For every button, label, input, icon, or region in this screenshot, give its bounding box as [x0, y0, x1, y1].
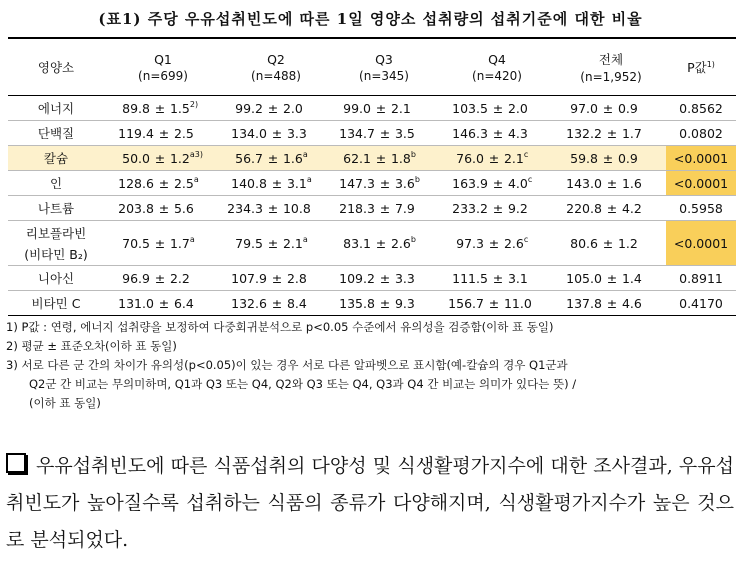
mean-value: 119.4 — [118, 125, 154, 141]
column-header-label: 전체 — [598, 52, 624, 67]
table-row — [8, 266, 736, 291]
summary-text: 우유섭취빈도에 따른 식품섭취의 다양성 및 식생활평가지수에 대한 조사결과, 우유섭취빈도가 높아질수록 섭취하는 식품의 종류가 다양해지며, 식생활평가지수가 높은 것으로 분석되었다. — [6, 455, 734, 551]
value-cell — [556, 266, 666, 291]
plus-minus-sign: ± — [488, 235, 500, 251]
nutrient-name-cell — [8, 266, 104, 291]
mean-value: 97.3 — [456, 235, 484, 251]
mean-value: 109.2 — [339, 270, 375, 286]
mean-value: 135.8 — [339, 295, 375, 311]
plus-minus-sign: ± — [379, 200, 391, 216]
value-cell — [438, 121, 556, 146]
standard-error-value: 3.1 — [286, 175, 307, 191]
mean-value: 220.8 — [566, 200, 602, 216]
mean-value: 111.5 — [452, 270, 488, 286]
value-cell — [222, 266, 330, 291]
standard-error-value: 9.2 — [507, 200, 528, 216]
standard-error-value: 0.9 — [617, 150, 638, 166]
plus-minus-sign: ± — [488, 295, 500, 311]
plus-minus-sign: ± — [271, 125, 283, 141]
plus-minus-sign: ± — [267, 150, 279, 166]
standard-error-value: 1.2 — [169, 150, 190, 166]
standard-error-value: 7.9 — [394, 200, 415, 216]
value-cell — [556, 146, 666, 171]
column-header-label: P값 — [687, 60, 707, 75]
mean-value: 128.6 — [118, 175, 154, 191]
standard-error-value: 1.7 — [169, 235, 190, 251]
nutrient-name: 칼슘 — [43, 151, 69, 166]
value-cell — [104, 196, 222, 221]
value-cell — [556, 196, 666, 221]
mean-value: 218.3 — [339, 200, 375, 216]
mean-value: 56.7 — [235, 150, 263, 166]
value-cell: 83.1 ± 2.6$^b$ — [330, 221, 438, 266]
standard-error-value: 2.1 — [390, 100, 411, 116]
nutrient-name-cell — [8, 121, 104, 146]
standard-error-value: 3.1 — [507, 270, 528, 286]
column-header-4 — [438, 38, 556, 96]
value-cell: 163.9 ± 4.0$^c$ — [438, 171, 556, 196]
standard-error-value: 10.8 — [282, 200, 311, 216]
value-cell: 97.3 ± 2.6$^c$ — [438, 221, 556, 266]
summary-paragraph — [6, 448, 734, 559]
value-cell: 79.5 ± 2.1$^a$ — [222, 221, 330, 266]
value-cell — [104, 266, 222, 291]
value-cell — [556, 291, 666, 316]
column-header-sample-size: (n=488) — [251, 68, 301, 83]
column-header-sample-size: (n=1,952) — [580, 70, 642, 84]
plus-minus-sign: ± — [606, 270, 618, 286]
plus-minus-sign: ± — [154, 235, 166, 251]
plus-minus-sign: ± — [375, 235, 387, 251]
plus-minus-sign: ± — [154, 100, 166, 116]
p-value-cell: <0.0001 — [666, 221, 736, 266]
value-cell — [556, 96, 666, 121]
column-header-label: Q4 — [488, 51, 506, 67]
value-cell — [330, 291, 438, 316]
standard-error-value: 3.5 — [394, 125, 415, 141]
mean-value: 134.7 — [339, 125, 375, 141]
mean-value: 134.0 — [231, 125, 267, 141]
value-cell: 140.8 ± 3.1$^a$ — [222, 171, 330, 196]
column-header-2 — [222, 38, 330, 96]
footnote-3-end: (이하 표 동일) — [29, 396, 101, 410]
nutrient-name-alias: (비타민 B₂) — [24, 246, 88, 262]
mean-value: 132.2 — [566, 125, 602, 141]
table-row — [8, 221, 736, 266]
standard-error-value: 0.9 — [617, 100, 638, 116]
value-cell — [438, 96, 556, 121]
plus-minus-sign: ± — [158, 125, 170, 141]
plus-minus-sign: ± — [267, 235, 279, 251]
p-value-cell: 0.8911 — [666, 266, 736, 291]
value-cell: 70.5 ± 1.7$^a$ — [104, 221, 222, 266]
standard-error-value: 1.4 — [621, 270, 642, 286]
column-header-sample-size: (n=345) — [359, 68, 409, 83]
plus-minus-sign: ± — [267, 200, 279, 216]
plus-minus-sign: ± — [379, 295, 391, 311]
nutrient-table — [8, 37, 736, 316]
standard-error-value: 2.1 — [282, 235, 303, 251]
mean-value: 234.3 — [227, 200, 263, 216]
nutrient-name: 니아신 — [37, 271, 75, 286]
standard-error-value: 1.6 — [621, 175, 642, 191]
nutrient-name: 나트륨 — [37, 201, 75, 216]
plus-minus-sign: ± — [488, 150, 500, 166]
nutrient-name: 인 — [49, 176, 63, 191]
standard-error-value: 2.6 — [503, 235, 524, 251]
standard-error-value: 6.4 — [173, 295, 194, 311]
standard-error-value: 4.3 — [507, 125, 528, 141]
table-row — [8, 171, 736, 196]
standard-error-value: 9.3 — [394, 295, 415, 311]
mean-value: 50.0 — [122, 150, 150, 166]
p-value-cell: 0.0802 — [666, 121, 736, 146]
column-header-label: Q3 — [375, 51, 393, 67]
standard-error-value: 1.2 — [617, 235, 638, 251]
plus-minus-sign: ± — [271, 295, 283, 311]
standard-error-value: 1.7 — [621, 125, 642, 141]
standard-error-value: 2.5 — [173, 175, 194, 191]
mean-value: 156.7 — [448, 295, 484, 311]
column-header-sample-size: (n=699) — [138, 68, 188, 83]
value-cell — [104, 121, 222, 146]
mean-value: 99.2 — [235, 100, 263, 116]
footnote-2: 2) 평균 ± 표준오차(이하 표 동일) — [6, 339, 177, 353]
value-cell: 147.3 ± 3.6$^b$ — [330, 171, 438, 196]
nutrient-name-cell — [8, 291, 104, 316]
table-title: (표1) 주당 우유섭취빈도에 따른 1일 영양소 섭취량의 섭취기준에 대한 비율 — [98, 10, 643, 28]
table-row — [8, 291, 736, 316]
mean-value: 137.8 — [566, 295, 602, 311]
table-header-row — [8, 38, 736, 96]
value-cell: $50.0 \pm 1.2^{a3)}$ — [104, 146, 222, 171]
standard-error-value: 4.0 — [507, 175, 528, 191]
standard-error-value: 5.6 — [173, 200, 194, 216]
mean-value: 203.8 — [118, 200, 154, 216]
mean-value: 131.0 — [118, 295, 154, 311]
plus-minus-sign: ± — [158, 200, 170, 216]
mean-value: 143.0 — [566, 175, 602, 191]
value-cell — [104, 291, 222, 316]
nutrient-name-cell — [8, 196, 104, 221]
value-cell: 128.6 ± 2.5$^a$ — [104, 171, 222, 196]
footnote-3-cont: Q2군 간 비교는 무의미하며, Q1과 Q3 또는 Q4, Q2와 Q3 또는 Q4, Q3과 Q4 간 비교는 의미가 있다는 뜻) / — [29, 377, 577, 391]
value-cell: $89.8 \pm 1.5^{2)}$ — [104, 96, 222, 121]
standard-error-value: 2.6 — [390, 235, 411, 251]
value-cell — [222, 196, 330, 221]
value-cell — [222, 291, 330, 316]
nutrient-name: 리보플라빈 — [25, 225, 87, 241]
column-header-label: 영양소 — [37, 60, 75, 75]
mean-value: 132.6 — [231, 295, 267, 311]
standard-error-value: 3.6 — [394, 175, 415, 191]
value-cell — [330, 196, 438, 221]
plus-minus-sign: ± — [606, 125, 618, 141]
p-value-cell: 0.4170 — [666, 291, 736, 316]
column-header-label: Q1 — [154, 51, 172, 67]
plus-minus-sign: ± — [375, 100, 387, 116]
plus-minus-sign: ± — [379, 175, 391, 191]
column-header-sample-size: (n=420) — [472, 68, 522, 83]
plus-minus-sign: ± — [492, 125, 504, 141]
standard-error-value: 1.6 — [282, 150, 303, 166]
plus-minus-sign: ± — [602, 100, 614, 116]
nutrient-name-cell — [8, 146, 104, 171]
mean-value: 62.1 — [343, 150, 371, 166]
nutrient-name: 단백질 — [37, 126, 75, 141]
mean-value: 76.0 — [456, 150, 484, 166]
column-header-3 — [330, 38, 438, 96]
plus-minus-sign: ± — [602, 150, 614, 166]
standard-error-value: 4.6 — [621, 295, 642, 311]
standard-error-value: 11.0 — [503, 295, 532, 311]
footnote-1: 1) P값 : 연령, 에너지 섭취량을 보정하여 다중회귀분석으로 p<0.05 수준에서 유의성을 검증함(이하 표 동일) — [6, 320, 554, 334]
mean-value: 103.5 — [452, 100, 488, 116]
value-cell — [330, 96, 438, 121]
column-header-1 — [104, 38, 222, 96]
plus-minus-sign: ± — [375, 150, 387, 166]
standard-error-value: 1.5 — [169, 100, 190, 116]
table-row — [8, 121, 736, 146]
plus-minus-sign: ± — [492, 200, 504, 216]
checkbox-bullet-icon — [6, 453, 26, 473]
value-cell — [222, 96, 330, 121]
table-row — [8, 196, 736, 221]
nutrient-name: 에너지 — [37, 101, 75, 116]
value-cell — [222, 121, 330, 146]
nutrient-name: 비타민 C — [31, 296, 81, 311]
mean-value: 147.3 — [339, 175, 375, 191]
p-value-cell: 0.5958 — [666, 196, 736, 221]
mean-value: 146.3 — [452, 125, 488, 141]
mean-value: 89.8 — [122, 100, 150, 116]
nutrient-name-cell — [8, 96, 104, 121]
plus-minus-sign: ± — [606, 200, 618, 216]
p-value-cell: <0.0001 — [666, 171, 736, 196]
plus-minus-sign: ± — [606, 175, 618, 191]
standard-error-value: 4.2 — [621, 200, 642, 216]
standard-error-value: 2.2 — [169, 270, 190, 286]
mean-value: 80.6 — [570, 235, 598, 251]
mean-value: 163.9 — [452, 175, 488, 191]
mean-value: 97.0 — [570, 100, 598, 116]
plus-minus-sign: ± — [602, 235, 614, 251]
plus-minus-sign: ± — [492, 270, 504, 286]
plus-minus-sign: ± — [492, 175, 504, 191]
mean-value: 59.8 — [570, 150, 598, 166]
column-header-5 — [556, 38, 666, 96]
plus-minus-sign: ± — [158, 295, 170, 311]
plus-minus-sign: ± — [606, 295, 618, 311]
column-header-6 — [666, 38, 736, 96]
value-cell — [330, 121, 438, 146]
footnote-3: 3) 서로 다른 군 간의 차이가 유의성(p<0.05)이 있는 경우 서로 다른 알파벳으로 표시함(예-칼슘의 경우 Q1군과 — [6, 358, 568, 372]
standard-error-value: 3.3 — [394, 270, 415, 286]
mean-value: 96.9 — [122, 270, 150, 286]
table-body — [8, 96, 736, 316]
nutrient-name-cell — [8, 221, 104, 266]
value-cell — [330, 266, 438, 291]
column-header-0 — [8, 38, 104, 96]
value-cell: 62.1 ± 1.8$^b$ — [330, 146, 438, 171]
value-cell — [438, 196, 556, 221]
plus-minus-sign: ± — [158, 175, 170, 191]
standard-error-value: 2.8 — [286, 270, 307, 286]
plus-minus-sign: ± — [379, 270, 391, 286]
standard-error-value: 2.1 — [503, 150, 524, 166]
footnotes — [6, 318, 736, 413]
column-header-footnote-mark: 1) — [706, 59, 715, 69]
plus-minus-sign: ± — [154, 150, 166, 166]
table-row — [8, 96, 736, 121]
value-cell — [438, 266, 556, 291]
standard-error-value: 2.5 — [173, 125, 194, 141]
value-cell: 56.7 ± 1.6$^a$ — [222, 146, 330, 171]
value-cell: 76.0 ± 2.1$^c$ — [438, 146, 556, 171]
mean-value: 99.0 — [343, 100, 371, 116]
mean-value: 79.5 — [235, 235, 263, 251]
plus-minus-sign: ± — [154, 270, 166, 286]
standard-error-value: 1.8 — [390, 150, 411, 166]
p-value-cell: 0.8562 — [666, 96, 736, 121]
mean-value: 107.9 — [231, 270, 267, 286]
value-cell — [556, 221, 666, 266]
value-cell — [556, 121, 666, 146]
value-cell — [438, 291, 556, 316]
mean-value: 140.8 — [231, 175, 267, 191]
mean-value: 70.5 — [122, 235, 150, 251]
mean-value: 83.1 — [343, 235, 371, 251]
mean-value: 233.2 — [452, 200, 488, 216]
standard-error-value: 2.0 — [507, 100, 528, 116]
mean-value: 105.0 — [566, 270, 602, 286]
p-value-cell: <0.0001 — [666, 146, 736, 171]
nutrient-name-cell — [8, 171, 104, 196]
standard-error-value: 3.3 — [286, 125, 307, 141]
plus-minus-sign: ± — [492, 100, 504, 116]
plus-minus-sign: ± — [271, 270, 283, 286]
value-cell — [556, 171, 666, 196]
column-header-label: Q2 — [267, 51, 285, 67]
plus-minus-sign: ± — [271, 175, 283, 191]
standard-error-value: 2.0 — [282, 100, 303, 116]
table-row — [8, 146, 736, 171]
plus-minus-sign: ± — [267, 100, 279, 116]
plus-minus-sign: ± — [379, 125, 391, 141]
standard-error-value: 8.4 — [286, 295, 307, 311]
